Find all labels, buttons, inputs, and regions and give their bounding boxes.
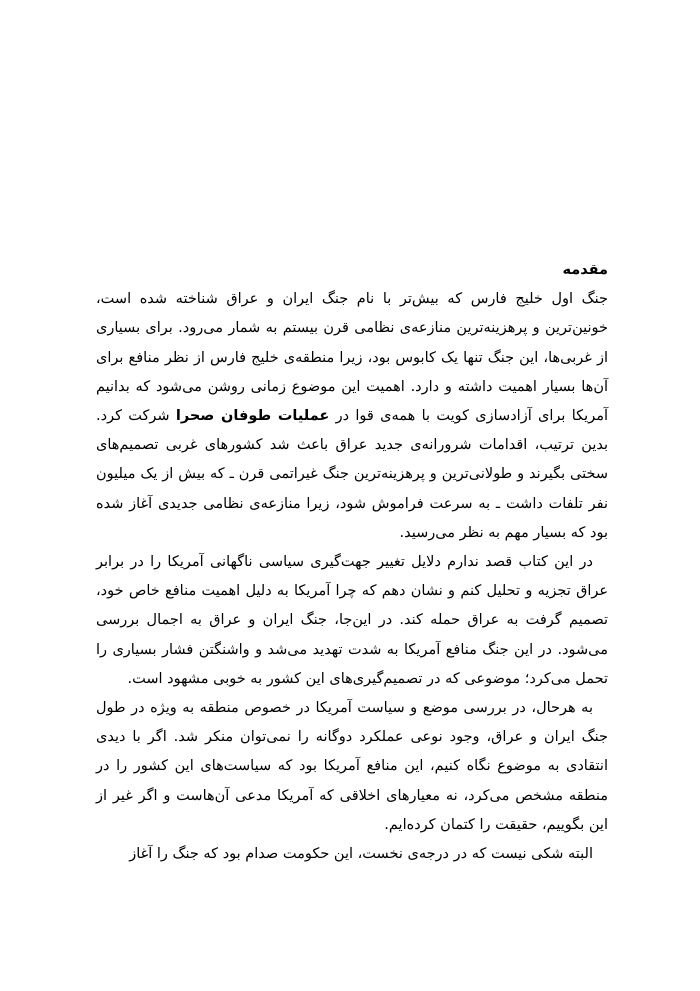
paragraph-4: البته شکی نیست که در درجه‌ی نخست، این حکومت صدام بود که جنگ را آغاز (129, 846, 593, 863)
paragraph-1 (96, 285, 608, 548)
operation-name: عملیات طوفان صحرا (175, 408, 330, 425)
paragraph-1-part-1: جنگ اول خلیج فارس که بیش‌تر با نام جنگ ایران و عراق شناخته شده است، خونین‌ترین و پرهزینه‌ترین منازعه‌ی نظامی قرن بیستم به شمار می‌رود. برای بسیاری از غربی‌ها، این جنگ تنها یک کابوس بود، زیرا منطقه‌ی خلیج فارس از نظر منافع برای آن‌ها بسیار اهمیت داشته و دارد. اهمیت این موضوع زمانی روشن می‌شود که بدانیم آمریکا برای آزادسازی کویت با همه‌ی قوا در (96, 291, 608, 425)
paragraph-1-part-2: شرکت کرد. بدین ترتیب، اقدامات شرورانه‌ی جدید عراق باعث شد کشورهای غربی تصمیم‌های سختی بگیرند و طولانی‌ترین و پرهزینه‌ترین جنگ غیراتمی قرن ـ که بیش از یک میلیون نفر تلفات داشت ـ به سرعت فراموش شود، زیرا منازعه‌ی نظامی جدیدی آغاز شده بود که بسیار مهم به نظر می‌رسید. (96, 408, 608, 541)
paragraph-3: به هرحال، در بررسی موضع و سیاست آمریکا در خصوص منطقه به ویژه در طول جنگ ایران و عراق، وجود نوعی عملکرد دوگانه را نمی‌توان منکر شد. اگر با دیدی انتقادی به موضوع نگاه کنیم، این منافع آمریکا بود که سیاست‌های این کشور را در منطقه مشخص می‌کرد، نه معیارهای اخلاقی که آمریکا مدعی آن‌هاست و اگر غیر از این بگوییم، حقیقت را کتمان کرده‌ایم. (96, 700, 608, 833)
section-heading: مقدمه (562, 262, 608, 278)
body-text (96, 254, 608, 869)
paragraph-2: در این کتاب قصد ندارم دلایل تغییر جهت‌گیری سیاسی ناگهانی آمریکا را در برابر عراق تجزیه و تحلیل کنم و نشان دهم که چرا آمریکا به دلیل اهمیت منافع خاص خود، تصمیم گرفت به عراق حمله کند. در این‌جا، جنگ ایران و عراق به اجمال بررسی می‌شود. در این جنگ منافع آمریکا به شدت تهدید می‌شد و واشنگتن فشار بسیاری را تحمل می‌کرد؛ موضوعی که در تصمیم‌گیری‌های این کشور به خوبی مشهود است. (96, 554, 608, 687)
